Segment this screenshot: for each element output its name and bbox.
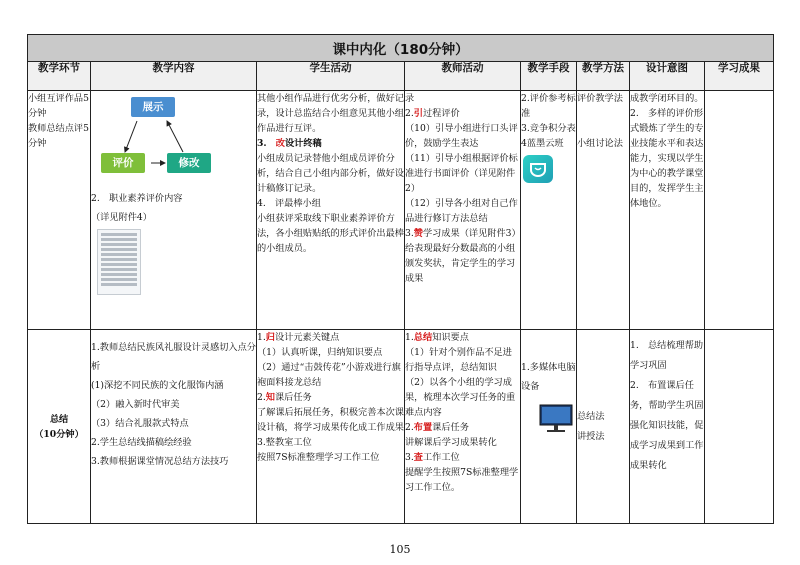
header-student: 学生活动 <box>257 62 405 91</box>
teacher-text: （2）以各个小组的学习成果，梳理本次学习任务的重难点内容 <box>405 377 516 418</box>
row2-method <box>577 330 630 524</box>
header-content: 教学内容 <box>91 62 257 91</box>
means-item: 4蓝墨云班 <box>521 138 564 149</box>
content-note: （详见附件4） <box>91 212 152 223</box>
row2-student <box>257 330 405 524</box>
means-item: 2.评价参考标准 <box>521 93 576 119</box>
row1-means <box>521 91 577 330</box>
teacher-step-3: 3.赞学习成果（详见附件3）给表现最好分数最高的小组颁发奖状，肯定学生的学习成果 <box>405 228 517 284</box>
means-item: 3.竞争积分表 <box>521 123 576 134</box>
table-title: 课中内化（180分钟） <box>28 35 774 62</box>
table-row <box>28 91 774 330</box>
teacher-text: 讲解课后学习成果转化 <box>405 437 497 448</box>
student-text: 小组成员记录替他小组成员评价分析，结合自己小组内部分析，做好设计稿修订记录。 <box>257 153 404 194</box>
intent-item: 2. 布置课后任务，帮助学生巩固强化知识技能，促成学习成果到工作成果转化 <box>630 380 704 471</box>
student-step-4: 4. 评最棒小组 <box>257 198 321 209</box>
means-item: 1.多媒体电脑设备 <box>521 362 576 392</box>
teacher-text: 录 <box>405 93 415 104</box>
header-intent: 设计意图 <box>630 62 705 91</box>
header-means: 教学手段 <box>521 62 577 91</box>
row2-intent <box>630 330 705 524</box>
row2-stage <box>28 330 91 524</box>
teacher-text: （12）引导各小组对自己作品进行修订方法总结 <box>405 198 518 224</box>
teacher-step-3: 3.查工作工位 <box>405 452 460 463</box>
header-method: 教学方法 <box>577 62 630 91</box>
row2-outcome <box>705 330 774 524</box>
student-step-2: 2.知课后任务 <box>257 392 312 403</box>
page-number: 105 <box>389 543 411 556</box>
diagram-revise-box: 修改 <box>167 153 211 173</box>
row2-content <box>91 330 257 524</box>
feedback-cycle-diagram <box>101 97 217 177</box>
row1-student <box>257 91 405 330</box>
method-item: 小组讨论法 <box>577 138 623 149</box>
stage-time: （10分钟） <box>34 428 84 440</box>
teacher-text: （11）引导小组根据评价标准进行书面评价（详见附件2） <box>405 153 518 194</box>
content-line: （3）结合礼服款式特点 <box>91 418 189 429</box>
content-line: 1.教师总结民族风礼服设计灵感切入点分析 <box>91 342 256 372</box>
intent-item: 1. 总结梳理帮助学习巩固 <box>630 340 704 371</box>
student-text: 小组获评采取线下职业素养评价方法，各小组贴贴纸的形式评价出最棒的小组成员。 <box>257 213 404 254</box>
teacher-text: （1）针对个别作品不足进行指导点评，总结知识 <box>405 347 512 373</box>
row1-method <box>577 91 630 330</box>
student-text: （2）通过“击鼓传花”小游戏进行旗袍面料接龙总结 <box>257 362 401 388</box>
header-teacher: 教师活动 <box>405 62 521 91</box>
method-item: 总结法 <box>577 410 605 422</box>
header-outcome: 学习成果 <box>705 62 774 91</box>
method-item: 评价教学法 <box>577 93 623 104</box>
teacher-step-1: 1.总结知识要点 <box>405 332 469 343</box>
student-text: 3.整教室工位 <box>257 437 312 448</box>
content-line: (1)深挖不同民族的文化服饰内涵 <box>91 380 224 391</box>
row1-stage <box>28 91 91 330</box>
row1-content <box>91 91 257 330</box>
teacher-step-2: 2.引过程评价 <box>405 108 460 119</box>
row2-teacher <box>405 330 521 524</box>
student-text: 按照7S标准整理学习工作工位 <box>257 452 380 463</box>
evaluation-form-thumbnail <box>97 229 141 295</box>
lanmo-cloud-app-icon <box>523 155 553 183</box>
diagram-evaluate-box: 评价 <box>101 153 145 173</box>
stage-line: 教师总结点评5分钟 <box>28 123 89 149</box>
teacher-step-2: 2.布置课后任务 <box>405 422 469 433</box>
student-text: 其他小组作品进行优劣分析，做好记录，设计总监结合小组意见其他小组作品进行互评。 <box>257 93 404 134</box>
monitor-icon <box>539 404 573 430</box>
content-item: 2. 职业素养评价内容 <box>91 193 183 204</box>
lesson-plan-table <box>27 34 774 524</box>
teacher-text: 提醒学生按照7S标准整理学习工作工位。 <box>405 467 519 493</box>
diagram-show-box: 展示 <box>131 97 175 117</box>
student-text: （1）认真听课，归纳知识要点 <box>257 347 383 358</box>
header-stage: 教学环节 <box>28 62 91 91</box>
row2-means <box>521 330 577 524</box>
row1-intent: 成教学闭环目的。2. 多样的评价形式锻炼了学生的专业技能水平和表达能力，实现以学生为中心的教学课堂目的，发挥学生主体地位。 <box>630 91 705 330</box>
method-item: 讲授法 <box>577 430 605 442</box>
table-row <box>28 330 774 524</box>
student-text: 了解课后拓展任务，积极完善本次课设计稿，将学习成果传化成工作成果 <box>257 407 404 433</box>
stage-label: 总结 <box>49 413 69 425</box>
student-step-3: 3. 改设计终稿 <box>257 138 322 149</box>
row1-outcome <box>705 91 774 330</box>
content-line: 2.学生总结线描稿绘经验 <box>91 437 192 448</box>
header-row <box>28 62 774 91</box>
student-step-1: 1.归设计元素关键点 <box>257 332 340 343</box>
content-line: 3.教师根据课堂情况总结方法技巧 <box>91 456 229 467</box>
stage-line: 小组互评作品5分钟 <box>28 93 89 119</box>
teacher-text: （10）引导小组进行口头评价，鼓励学生表达 <box>405 123 518 149</box>
row1-teacher <box>405 91 521 330</box>
content-line: （2）融入新时代审美 <box>91 399 180 410</box>
